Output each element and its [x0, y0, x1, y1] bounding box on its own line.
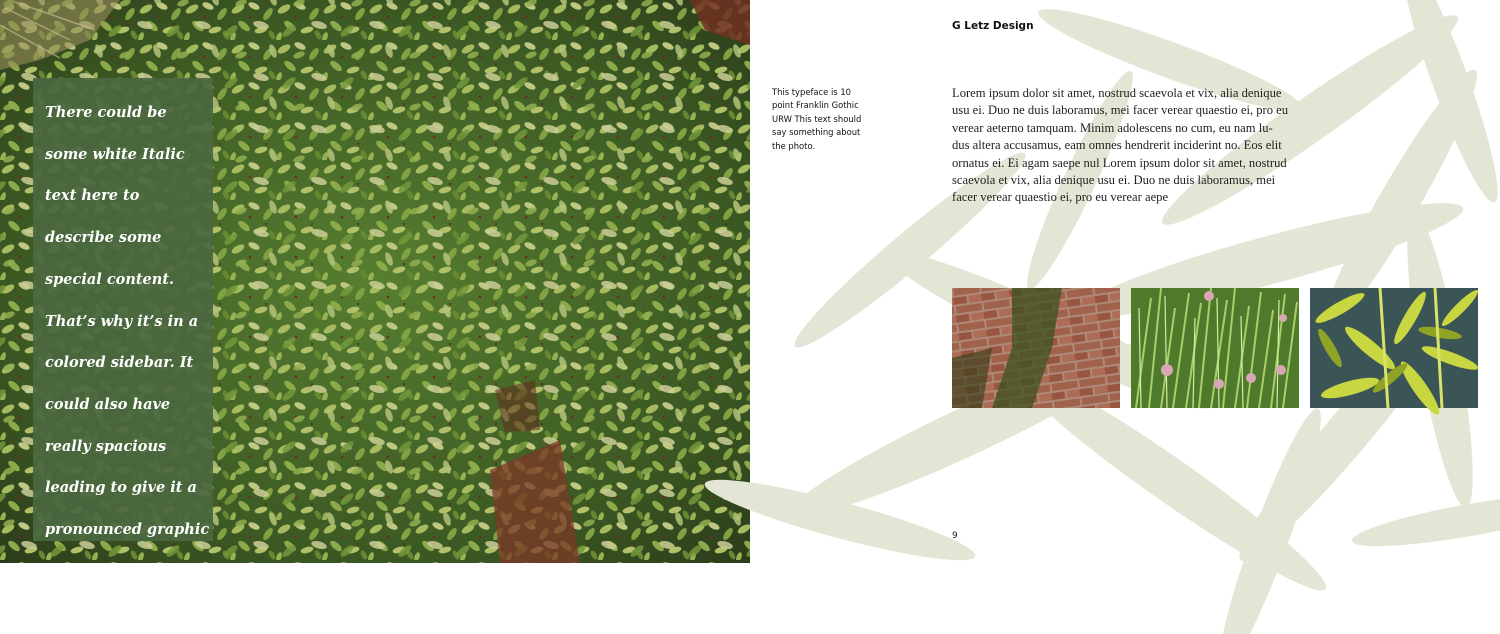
sidebar-text: There could be some white Italic text here to describe some special content. That’s why it’s in a colored sidebar. It could also have really spacious leading to give it a pronounced graphic effect on the entire page.	[45, 104, 210, 622]
photo-caption: This typeface is 10 point Franklin Gothic URW This text should say something about the photo.	[772, 87, 862, 151]
yellow-bamboo-leaves-photo	[1310, 288, 1478, 408]
body-paragraph: Lorem ipsum dolor sit amet, nostrud scaevola et vix, alia denique usu ei. Duo ne duis laboramus, mei facer verear quaestio ei, pro eu verear aeterno tamquam. Minim adolescens no cum, eu nam lu-dus altera accusamus, eam omnes hendrerit inciderint no. Eos elit ornatus ei. Ei agam saepe nul Lorem ipsum dolor sit amet, nostrud scaevola et vix, alia denique usu ei. Duo ne duis laboramus, mei facer verear quaestio ei, pro eu verear aepe	[952, 86, 1289, 205]
page-number: 9	[952, 531, 958, 541]
right-page	[750, 0, 1500, 563]
colored-sidebar	[33, 78, 213, 622]
thumbnail-bamboo	[1310, 288, 1478, 408]
ground-cover-photo	[0, 0, 750, 622]
thumbnail-chives	[1131, 288, 1299, 408]
brand-name: G Letz Design	[952, 20, 1034, 32]
chive-blossoms-photo	[1131, 288, 1299, 408]
brick-path-moss-photo	[952, 288, 1120, 408]
thumbnail-brick-path	[952, 288, 1120, 408]
